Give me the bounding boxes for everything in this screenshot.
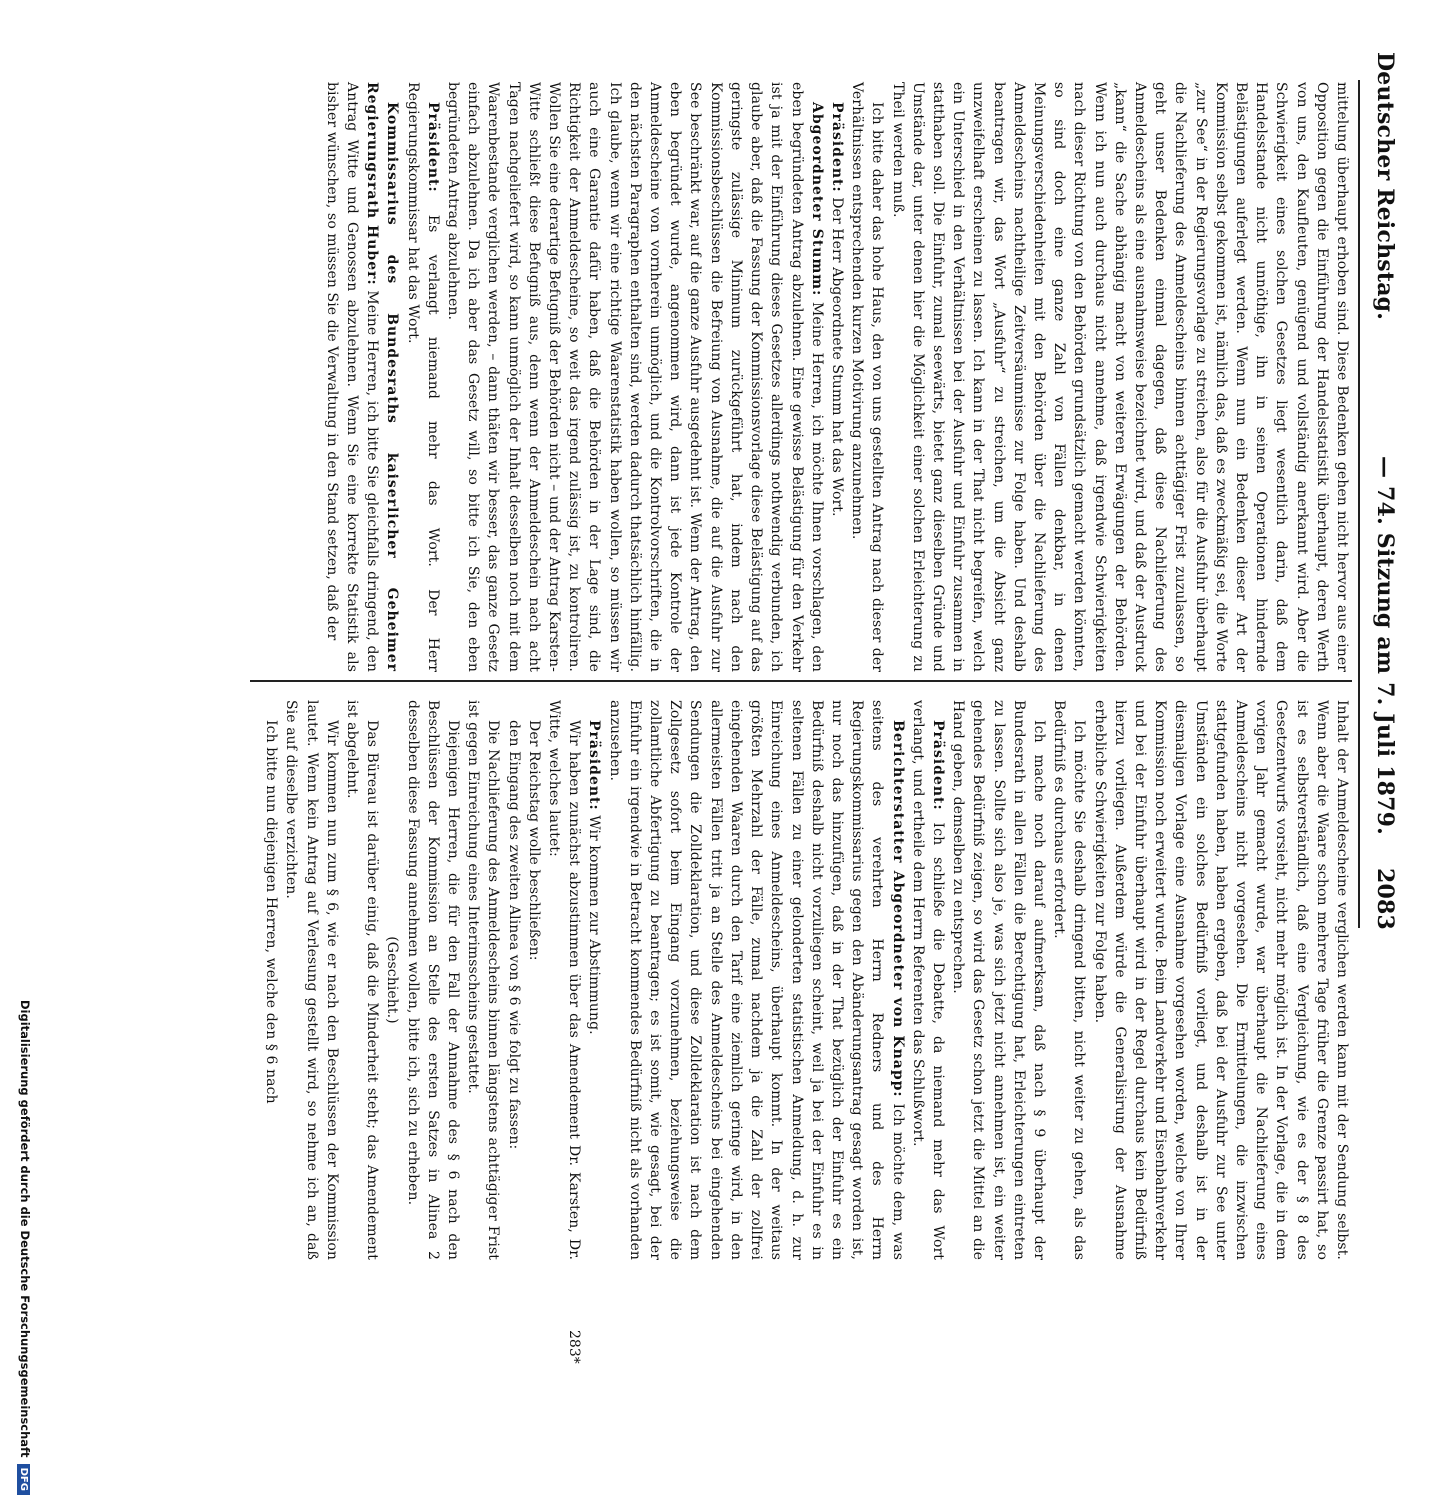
column-divider: [250, 680, 1352, 682]
paragraph: [544, 700, 584, 1260]
paragraph-text: Ich mache noch darauf aufmerksam, daß nach § 9 überhaupt der Bundesrath in allen Fällen die Berechtigung hat, Erleichterungen eintreten zu lassen. Sollte sich also je, was sich jetzt nicht annehmen ist, ein weiter gehendes Bedürfniß zeigen, so wird das Gesetz schon jetzt die Mittel an die Hand geben, demselben zu entsprechen.: [950, 700, 1047, 1260]
page-number: 2083: [1372, 867, 1398, 930]
paragraph-text: Diejenigen Herren, die für den Fall der Annahme des § 6 nach den Beschlüssen der Kommission an Stelle des ersten Satzes in Alinea 2 desselben diese Fassung annehmen wollen, bitte ich, sich zu erheben.: [404, 700, 462, 1260]
paragraph: [847, 82, 887, 672]
paragraph-text: Das Büreau ist darüber einig, daß die Minderheit steht; das Amendement ist abgelehnt.: [344, 700, 381, 1260]
session-title: — 74. Sitzung am 7. Juli 1879.: [1372, 456, 1398, 836]
paragraph: [382, 700, 402, 1260]
paragraph-text: Die Nachlieferung des Anmeldescheins binnen längstens achttägiger Frist ist gegen Einreichung eines Interimsscheins gestattet.: [465, 700, 502, 1260]
paragraph-text: Der Herr Abgeordnete Stumm hat das Wort.: [828, 192, 845, 517]
credit-text: Digitalisierung gefördert durch die Deutsche Forschungsgemeinschaft: [18, 1000, 32, 1458]
speaker-label: Kommissarius des Bundesraths kaiserlicher Geheimer Regierungsrath Huber:: [364, 82, 401, 672]
paragraph: [261, 700, 281, 1260]
paragraph: [887, 82, 1352, 672]
paragraph-text: Es verlangt niemand mehr das Wort. Der Herr Regierungskommissar hat das Wort.: [404, 82, 441, 672]
page-header: [1364, 36, 1414, 982]
speaker-label: Abgeordneter Stumm:: [808, 102, 825, 297]
paragraph: [402, 700, 463, 1260]
paragraph-text: Wir haben zunächst abzustimmen über das Amendement Dr. Karsten, Dr. Witte, welches lautet:: [546, 700, 583, 1260]
paragraph: [948, 700, 1049, 1260]
paragraph-text: (Geschieht.): [384, 936, 401, 1024]
left-column: [322, 82, 1352, 672]
speaker-label: Berichterstatter Abgeordneter von Knapp:: [889, 720, 906, 1098]
paragraph-text: Ich möchte Sie deshalb dringend bitten, nicht weiter zu gehen, als das Bedürfniß es durchaus erfordert.: [1051, 700, 1088, 1260]
paragraph: [604, 700, 907, 1260]
paragraph-text: Der Reichstag wolle beschließen:: [525, 720, 542, 961]
paragraph: [1049, 700, 1089, 1260]
paragraph: [322, 82, 403, 672]
paragraph: [908, 700, 948, 1260]
paragraph-text: Ich möchte dem, was seitens des verehrten Herrn Redners und des Herrn Regierungskommissarius gegen den Abänderungsantrag gesagt worden ist, nur noch das hinzufügen, daß in der That bezüglich der Einfuhr es ein Bedürfniß deshalb nicht vorzuliegen scheint, weil ja bei der Einfuhr es in seltenen Fällen zu einer gelonderten statistischen Anmeldung, d. h. zur Einreichung eines Anmeldescheins, überhaupt kommt. In der weitaus größten Mehrzahl der Fälle, zumal nachdem ja die Zahl der zollfrei eingehenden Waaren durch den Tarif eine ziemlich geringe wird, in den allermeisten Fällen tritt ja an Stelle des Anmeldescheins bei eingehenden Sendungen die Zolldeklaration, und diese Zolldeklaration ist nach dem Zollgesetz sofort beim Eingang vorzunehmen, beziehungsweise die zollamtliche Abfertigung zu beantragen; es ist somit, wie gesagt, bei der Einfuhr ein irgendwie in Betracht kommendes Bedürfniß nicht als vorhanden anzusehen.: [606, 700, 906, 1260]
speaker-label: Präsident:: [586, 720, 603, 811]
paragraph: [463, 700, 503, 1260]
paragraph-text: Ich bitte nun diejenigen Herren, welche den § 6 nach: [263, 720, 280, 1104]
speaker-label: Präsident:: [828, 102, 845, 193]
paragraph: [281, 700, 342, 1260]
paragraph-text: Wir kommen nun zum § 6, wie er nach den Beschlüssen der Kommission lautet. Wenn kein Antrag auf Verlesung gestellt wird, so nehme ich an, daß Sie auf dieselbe verzichten.: [283, 700, 340, 1260]
paragraph-text: den Eingang des zweiten Alinea von § 6 wie folgt zu fassen:: [505, 720, 522, 1150]
speaker-label: Präsident:: [424, 102, 441, 193]
digitization-credit: [17, 1000, 32, 1495]
paragraph: [524, 700, 544, 1260]
paragraph-text: mittelung überhaupt erhoben sind. Diese Bedenken gehen nicht hervor aus einer Opposition gegen die Einführung der Handelsstatistik überhaupt, deren Werth von uns, den Kaufleuten, genügend und vollständig anerkannt wird. Aber die Schwierigkeit eines solchen Gesetzes liegt wesentlich darin, daß dem Handelsstande nicht unnöthige, ihn in seinen Operationen hindernde Belästigungen auferlegt werden. Wenn nun ein Bedenken dieser Art der Kommission selbst gekommen ist, nämlich das, daß es zweckmäßig sei, die Worte „zur See“ in der Regierungsvorlage zu streichen, also für die Ausfuhr überhaupt die Nachlieferung des Anmeldescheins binnen achttägiger Frist zuzulassen, so geht unser Bedenken einmal dagegen, daß diese Nachlieferung des Anmeldescheins als eine ausnahmsweise bezeichnet wird, und daß der Ausdruck „kann“ die Sache abhängig macht von weiteren Erwägungen der Behörden. Wenn ich nun auch durchaus nicht annehme, daß irgendwie Schwierigkeiten nach dieser Richtung von den Behörden grundsätzlich gemacht werden könnten, so sind doch eine ganze Zahl von Fällen denkbar, in denen Meinungsverschiedenheiten mit den Behörden über die Nachlieferung des Anmeldescheins nachtheilige Zeitversäumnisse zur Folge haben. Und deshalb beantragen wir, das Wort „Ausfuhr“ zu streichen, um die Absicht ganz unzweifelhaft erscheinen zu lassen. Ich kann in der That nicht begreifen, welch ein Unterschied in den Verhältnissen bei der Ausfuhr und Einfuhr zusammen in statthaben soll. Die Einfuhr, zumal seewärts, bietet ganz dieselben Gründe und Umstände dar, unter denen hier die Möglichkeit einer solchen Erleichterung zu Theil werden muß.: [889, 82, 1350, 672]
paragraph-text: Wir kommen zur Abstimmung.: [586, 810, 603, 1035]
right-column: [261, 700, 1352, 1260]
journal-title: Deutscher Reichstag.: [1372, 52, 1398, 321]
speaker-label: Präsident:: [929, 720, 946, 811]
paragraph-text: Ich schließe die Debatte, da niemand mehr das Wort verlangt, und ertheile dem Herrn Referenten das Schlußwort.: [909, 700, 946, 1260]
paragraph: [827, 82, 847, 672]
dfg-logo: DFG: [17, 1464, 30, 1495]
paragraph-text: Inhalt der Anmeldescheine verglichen werden kann mit der Sendung selbst. Wenn aber die Waare schon mehrere Tage früher die Grenze passirt hat, so ist es selbstverständlich, daß eine Vergleichung, wie es der § 8 des Gesetzentwurfs vorsieht, nicht mehr möglich ist. In der Vorlage, die in dem vorigen Jahr gemacht wurde, war überhaupt die Nachlieferung eines Anmeldescheins nicht vorgesehen. Die Ermittelungen, die inzwischen stattgefunden haben, haben ergeben, daß bei der Ausfuhr zur See unter Umständen ein solches Bedürfniß vorliegt, und deshalb ist in der diesmaligen Vorlage eine Ausnahme vorgesehen worden, welche von Ihrer Kommission noch erweitert wurde. Beim Landverkehr und Eisenbahnverkehr und bei der Einfuhr überhaupt wird in der Regel durchaus kein Bedürfniß hierzu vorliegen. Außerdem würde die Generalisirung der Ausnahme erhebliche Schwierigkeiten zur Folge haben.: [1091, 700, 1350, 1260]
paragraph-text: Ich bitte daher das hohe Haus, den von uns gestellten Antrag nach dieser der Verhältnissen entsprechenden kurzen Motivirung anzunehmen.: [849, 82, 886, 672]
header-rule: [1358, 80, 1360, 928]
paragraph: [584, 700, 604, 1260]
paragraph-text: Meine Herren, ich bitte Sie gleichfalls dringend, den Antrag Witte und Genossen abzulehnen. Wenn Sie eine korrekte Statistik als bisher wünschen, so müssen Sie die Verwaltung in den Stand setzen, daß der: [323, 82, 381, 673]
paragraph: [503, 700, 523, 1260]
paragraph: [342, 700, 382, 1260]
paragraph-text: Meine Herren, ich möchte Ihnen vorschlagen, den eben begründeten Antrag abzulehnen. Eine gewisse Belästigung für den Verkehr ist ja mit der Einführung dieses Gesetzes allerdings nothwendig verbunden, ich glaube aber, daß die Fassung der Kommissionsvorlage diese Belästigung auf das geringste zulässige Minimum zurückgeführt hat, indem nach den Kommissionsbeschlüssen die Befreiung von Ausnahme, die auf die Ausfuhr zur See beschränkt war, auf die ganze Ausfuhr ausgedehnt ist. Wenn der Antrag, den eben begründet wurde, angenommen wird, dann ist jede Kontrole der Anmeldescheine von vornherein unmöglich, und die Kontrolvorschriften, die in den nächsten Paragraphen enthalten sind, werden dadurch thatsächlich hinfällig. Ich glaube, wenn wir eine richtige Waarenstatistik haben wollen, so müssen wir auch eine Garantie dafür haben, daß die Behörden in der Lage sind, die Richtigkeit der Anmeldescheine, so weit das irgend zulässig ist, zu kontroliren. Wollen Sie eine derartige Befugniß der Behörden nicht – und der Antrag Karsten-Witte schließt diese Befugniß aus, denn wenn der Anmeldeschein nach acht Tagen nachgeliefert wird, so kann unmöglich der Inhalt desselben noch mit dem Waarenbestande verglichen werden, – dann thäten wir besser, das ganze Gesetz einfach abzulehnen. Da ich aber das Gesetz will, so bitte ich Sie, den eben begründeten Antrag abzulehnen.: [445, 82, 825, 672]
signature-mark: 283*: [566, 1330, 582, 1364]
paragraph: [402, 82, 442, 672]
paragraph: [443, 82, 827, 672]
paragraph: [1089, 700, 1352, 1260]
